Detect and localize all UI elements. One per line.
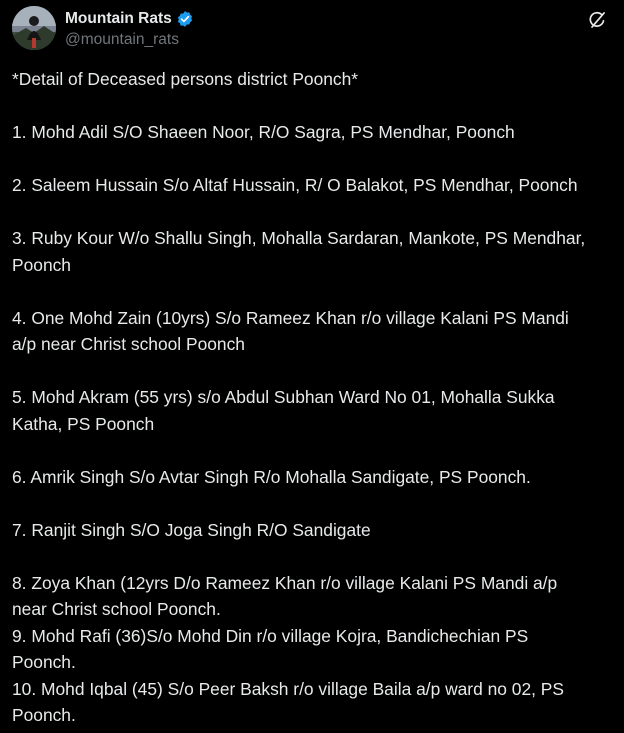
post-line: 5. Mohd Akram (55 yrs) s/o Abdul Subhan Ward No 01, Mohalla Sukka [12, 387, 555, 407]
post-line: 1. Mohd Adil S/O Shaeen Noor, R/O Sagra, PS Mendhar, Poonch [12, 122, 515, 142]
post-line: 9. Mohd Rafi (36)S/o Mohd Din r/o village Kojra, Bandichechian PS [12, 625, 529, 646]
post-line: 3. Ruby Kour W/o Shallu Singh, Mohalla Sardaran, Mankote, PS Mendhar, [12, 228, 586, 248]
grok-icon [587, 10, 607, 30]
grok-button[interactable] [582, 8, 612, 32]
post-line: 10. Mohd Iqbal (45) S/o Peer Baksh r/o village Baila a/p ward no 02, PS [12, 678, 564, 699]
post-line: near Christ school Poonch. [12, 599, 221, 619]
handle[interactable]: @mountain_rats [65, 31, 179, 48]
post-line: 2. Saleem Hussain S/o Altaf Hussain, R/ O Balakot, PS Mendhar, Poonch [12, 175, 578, 195]
post-title: *Detail of Deceased persons district Poonch* [12, 69, 359, 89]
post-text [12, 66, 624, 729]
post-line: 4. One Mohd Zain (10yrs) S/o Rameez Khan r/o village Kalani PS Mandi [12, 307, 569, 328]
avatar-image [12, 6, 56, 50]
post-line: 6. Amrik Singh S/o Avtar Singh R/o Mohalla Sandigate, PS Poonch. [12, 466, 531, 487]
display-name[interactable]: Mountain Rats [65, 10, 172, 27]
post-line: Poonch. [12, 652, 76, 672]
verified-badge-icon [176, 10, 194, 28]
post-line: a/p near Christ school Poonch [12, 334, 245, 354]
post-line: Katha, PS Poonch [12, 413, 155, 434]
avatar[interactable] [12, 6, 56, 50]
post-line: 8. Zoya Khan (12yrs D/o Rameez Khan r/o village Kalani PS Mandi a/p [12, 572, 558, 593]
post-line: 7. Ranjit Singh S/O Joga Singh R/O Sandigate [12, 519, 371, 540]
post-line: Poonch. [12, 705, 76, 725]
post-line: Poonch [12, 254, 71, 275]
post-header [12, 6, 612, 54]
